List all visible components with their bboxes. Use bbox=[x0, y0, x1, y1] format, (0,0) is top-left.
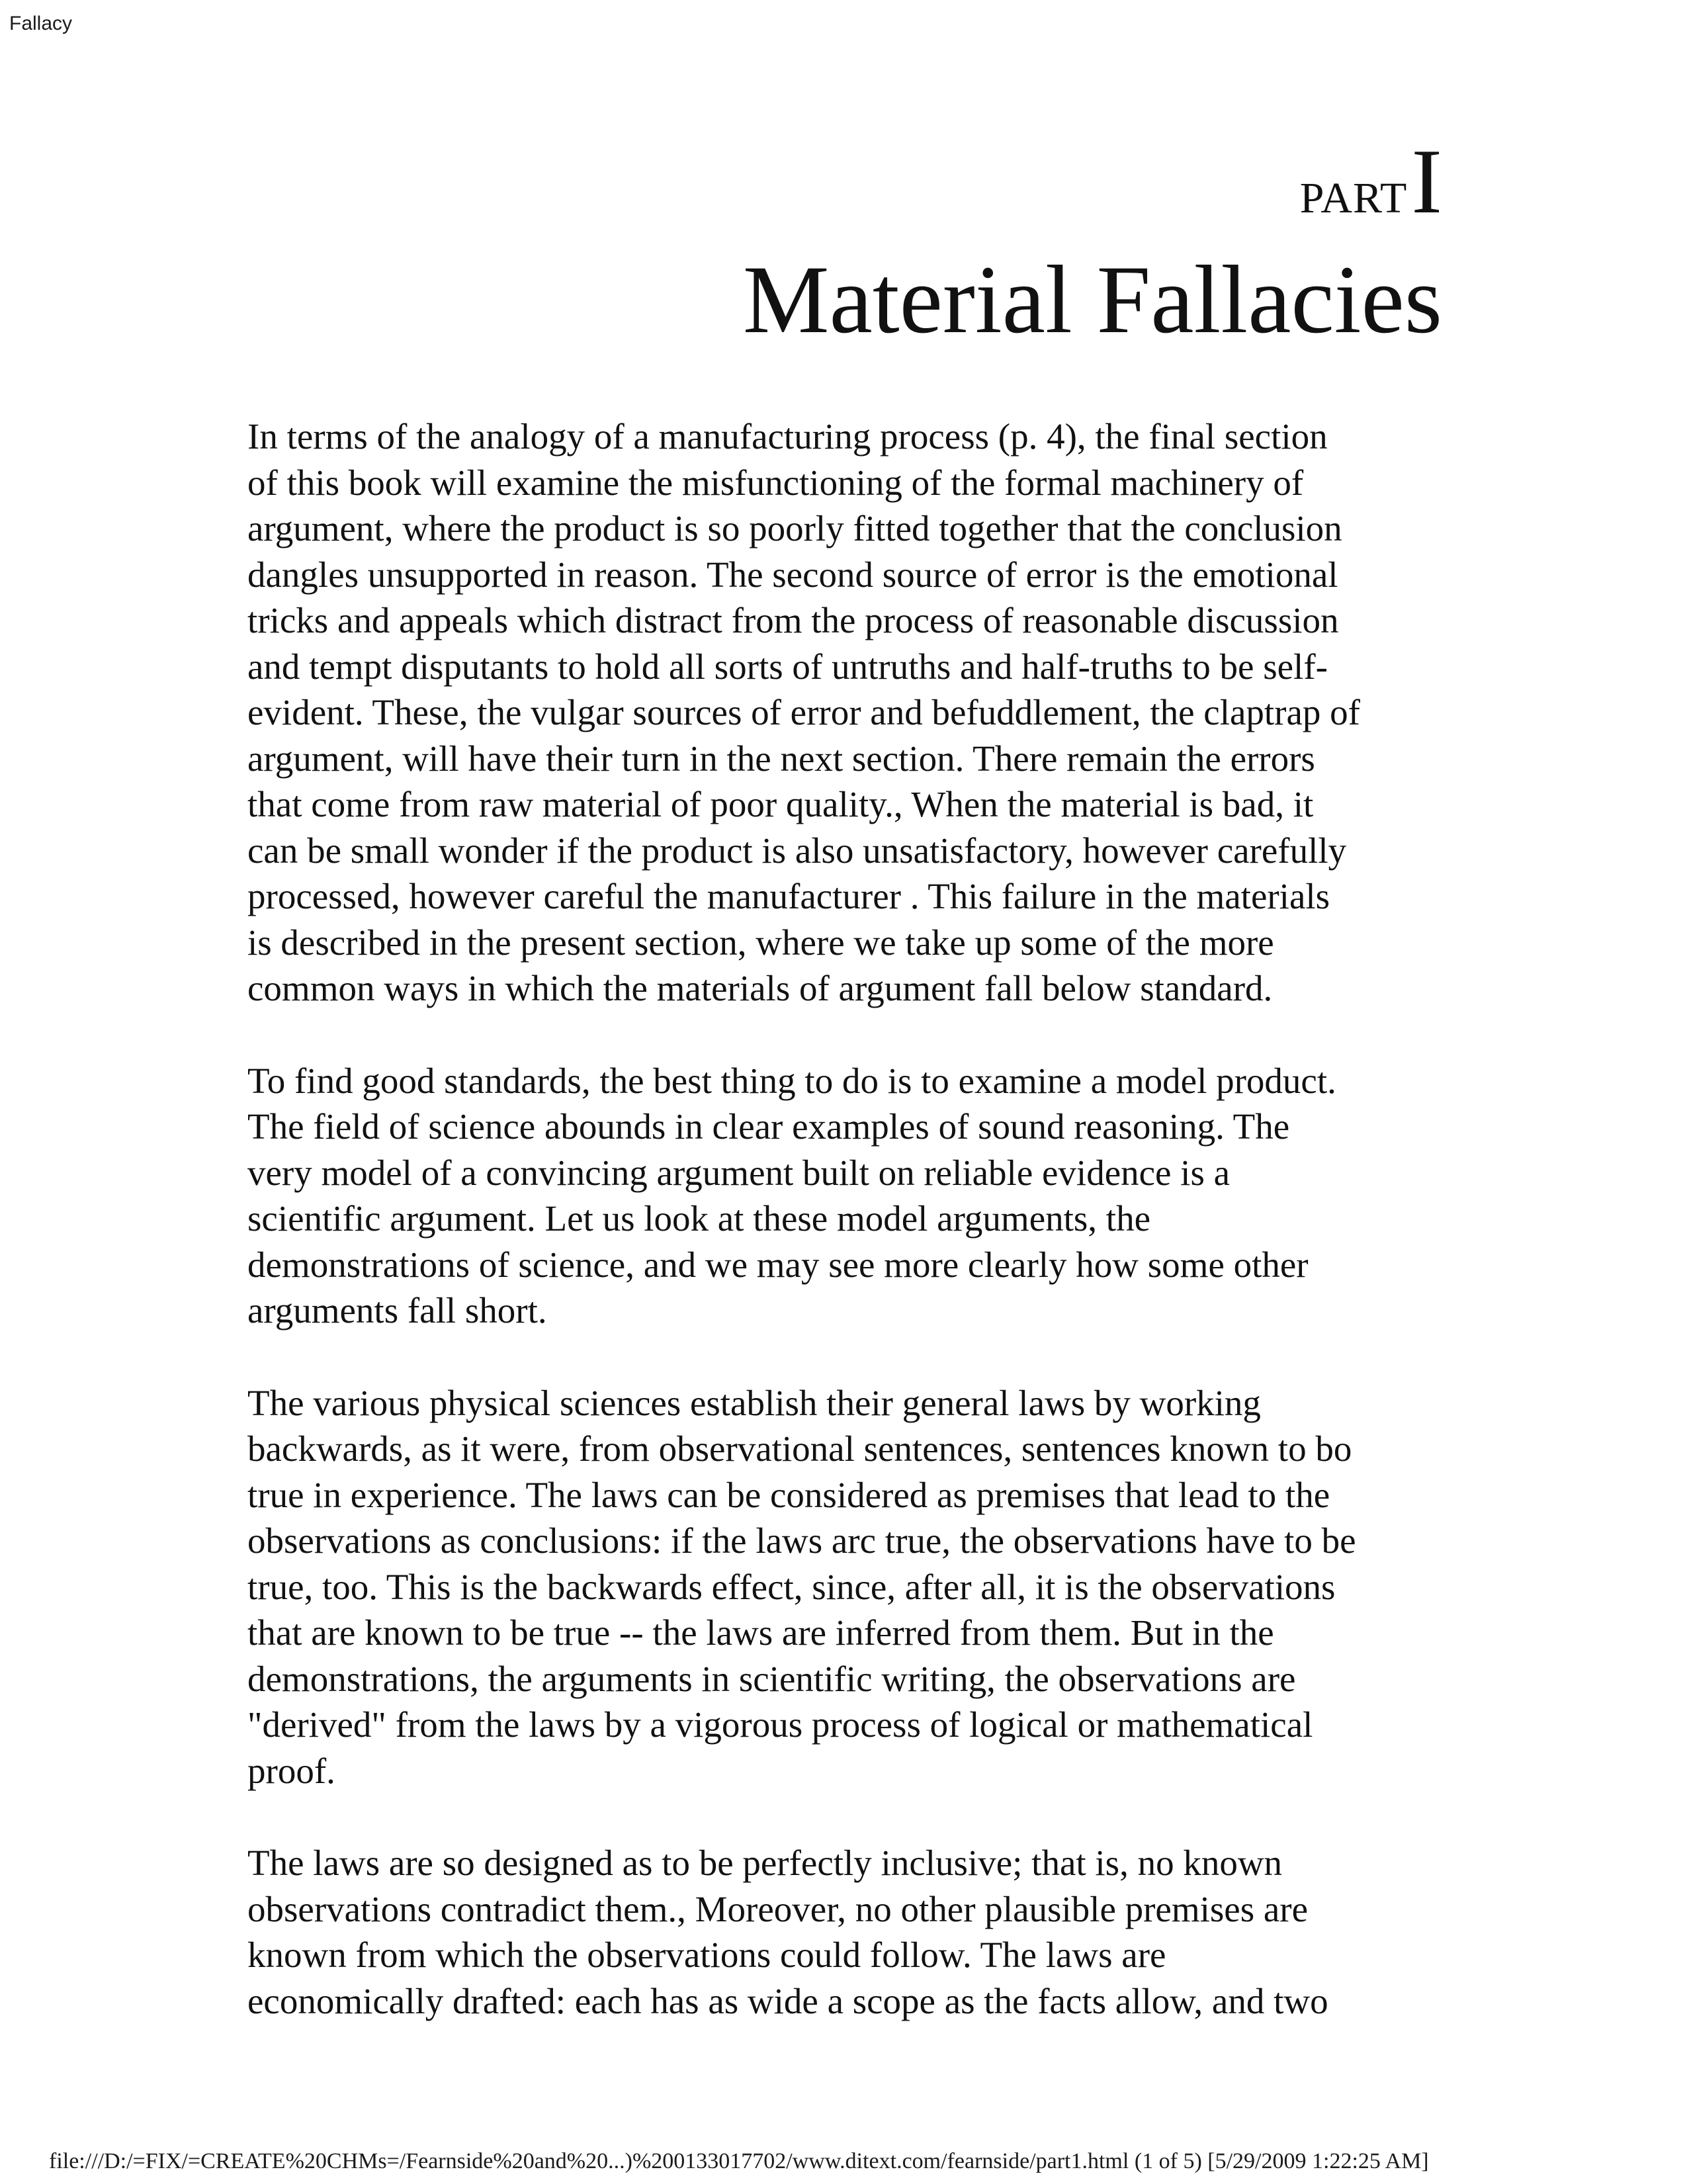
text-line: is described in the present section, where we take up some of the more bbox=[247, 922, 1274, 963]
text-line: known from which the observations could follow. The laws are bbox=[247, 1935, 1166, 1975]
body-text bbox=[247, 414, 1458, 2070]
text-line: "derived" from the laws by a vigorous process of logical or mathematical bbox=[247, 1704, 1313, 1745]
text-line: argument, where the product is so poorly fitted together that the conclusion bbox=[247, 508, 1342, 548]
text-line: can be small wonder if the product is also unsatisfactory, however carefully bbox=[247, 830, 1347, 871]
text-line: demonstrations of science, and we may see more clearly how some other bbox=[247, 1244, 1309, 1285]
text-line: of this book will examine the misfunctioning of the formal machinery of bbox=[247, 462, 1304, 503]
text-line: processed, however careful the manufacturer . This failure in the materials bbox=[247, 876, 1330, 916]
text-line: proof. bbox=[247, 1750, 335, 1791]
text-line: To find good standards, the best thing to do is to examine a model product. bbox=[247, 1060, 1336, 1101]
page-header-title: Fallacy bbox=[9, 13, 73, 34]
text-line: economically drafted: each has as wide a scope as the facts allow, and two bbox=[247, 1980, 1328, 2021]
text-line: that come from raw material of poor quality., When the material is bad, it bbox=[247, 784, 1314, 824]
text-line: The field of science abounds in clear examples of sound reasoning. The bbox=[247, 1106, 1290, 1147]
text-line: and tempt disputants to hold all sorts of untruths and half-truths to be self- bbox=[247, 646, 1328, 687]
part-heading bbox=[1299, 130, 1442, 233]
text-line: observations as conclusions: if the laws arc true, the observations have to be bbox=[247, 1520, 1356, 1561]
text-line: true in experience. The laws can be considered as premises that lead to the bbox=[247, 1474, 1330, 1515]
text-line: arguments fall short. bbox=[247, 1290, 547, 1331]
text-line: evident. These, the vulgar sources of error and befuddlement, the claptrap of bbox=[247, 692, 1360, 732]
part-label: PART bbox=[1299, 174, 1408, 222]
text-line: tricks and appeals which distract from the process of reasonable discussion bbox=[247, 600, 1339, 640]
text-line: true, too. This is the backwards effect, since, after all, it is the observations bbox=[247, 1566, 1336, 1607]
text-line: observations contradict them., Moreover, no other plausible premises are bbox=[247, 1888, 1309, 1929]
text-line: The various physical sciences establish their general laws by working bbox=[247, 1382, 1261, 1423]
text-line: dangles unsupported in reason. The second source of error is the emotional bbox=[247, 554, 1338, 595]
paragraph bbox=[247, 414, 1458, 1012]
text-line: demonstrations, the arguments in scientific writing, the observations are bbox=[247, 1658, 1296, 1699]
paragraph bbox=[247, 1840, 1458, 2024]
text-line: very model of a convincing argument built on reliable evidence is a bbox=[247, 1152, 1231, 1193]
text-line: In terms of the analogy of a manufacturing process (p. 4), the final section bbox=[247, 416, 1328, 457]
text-line: that are known to be true -- the laws are inferred from them. But in the bbox=[247, 1612, 1274, 1653]
page-footer-url: file:///D:/=FIX/=CREATE%20CHMs=/Fearnside%20and%20...)%200133017702/www.ditext.com/fearnside/part1.html (1 of 5) [5/29/2009 1:22:25 AM] bbox=[49, 2149, 1429, 2173]
text-line: The laws are so designed as to be perfectly inclusive; that is, no known bbox=[247, 1843, 1283, 1883]
part-numeral: I bbox=[1411, 130, 1442, 233]
text-line: common ways in which the materials of argument fall below standard. bbox=[247, 968, 1273, 1008]
paragraph bbox=[247, 1380, 1458, 1794]
text-line: argument, will have their turn in the next section. There remain the errors bbox=[247, 738, 1315, 779]
part-title: Material Fallacies bbox=[742, 245, 1442, 353]
text-line: scientific argument. Let us look at these model arguments, the bbox=[247, 1198, 1150, 1239]
text-line: backwards, as it were, from observational sentences, sentences known to bo bbox=[247, 1428, 1352, 1469]
paragraph bbox=[247, 1058, 1458, 1334]
